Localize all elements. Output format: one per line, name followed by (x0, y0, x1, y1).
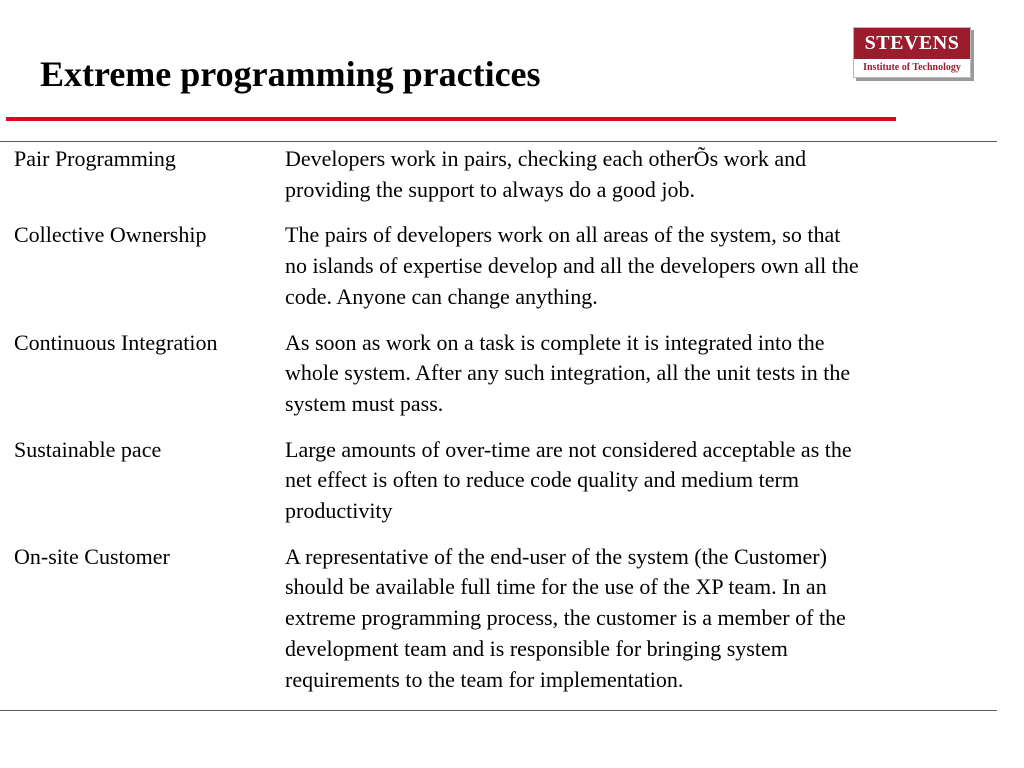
practice-term: Continuous Integration (14, 329, 218, 355)
slide-title: Extreme programming practices (40, 54, 541, 94)
table-row (14, 144, 986, 205)
practice-description: The pairs of developers work on all areas of the system, so that no islands of expertise develop and all the developers own all the code. Anyone can change anything. (285, 222, 859, 309)
practice-term: Sustainable pace (14, 436, 162, 462)
practice-description: As soon as work on a task is complete it is integrated into the whole system. After any such integration, all the unit tests in the system must pass. (285, 329, 851, 416)
practices-table (14, 144, 986, 710)
practice-term: Collective Ownership (14, 222, 207, 248)
practice-description: A representative of the end-user of the system (the Customer) should be available full time for the use of the XP team. In an extreme programming process, the customer is a member of the development team and is responsible for bringing system requirements to the team for implementation. (285, 543, 846, 692)
table-row (14, 435, 986, 527)
stevens-logo (853, 27, 971, 78)
practice-description: Large amounts of over-time are not considered acceptable as the net effect is often to reduce code quality and medium term productivity (285, 436, 852, 524)
practice-description: Developers work in pairs, checking each otherÕs work and providing the support to always do a good job. (285, 146, 807, 202)
title-underline-rule (6, 117, 896, 121)
table-row (14, 328, 986, 420)
table-row (14, 220, 986, 312)
practice-term: On-site Customer (14, 543, 170, 569)
practice-term: Pair Programming (14, 146, 176, 171)
table-row (14, 542, 986, 696)
logo-subtitle: Institute of Technology (863, 62, 961, 73)
logo-wordmark: STEVENS (854, 28, 970, 59)
table-bottom-divider (0, 710, 997, 711)
table-top-divider (0, 141, 997, 142)
